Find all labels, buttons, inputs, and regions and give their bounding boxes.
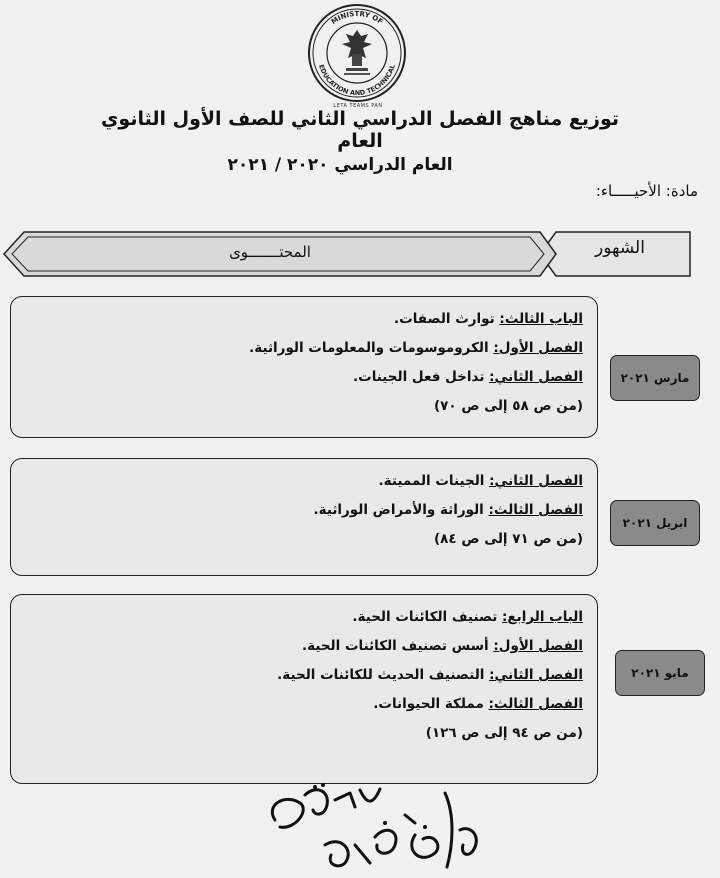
content-box-may xyxy=(10,594,598,784)
content-line: الفصل الثالث: الوراثة والأمراض الوراثية. xyxy=(313,502,583,518)
content-line: الفصل الثالث: مملكة الحيوانات. xyxy=(373,696,583,712)
content-line: الفصل الثاني: التصنيف الحديث للكائنات الحية. xyxy=(277,667,583,683)
content-line: الفصل الأول: الكروموسومات والمعلومات الوراثية. xyxy=(249,340,583,356)
page-range: (من ص ٥٨ إلى ص ٧٠) xyxy=(433,398,583,414)
content-line: الفصل الثاني: الجينات المميتة. xyxy=(378,473,583,489)
academic-year: العام الدراسي ٢٠٢٠ / ٢٠٢١ xyxy=(227,155,453,175)
seal-caption: LETA TEAMS PAN xyxy=(333,103,383,109)
content-box-march xyxy=(10,296,598,438)
document-title: توزيع مناهج الفصل الدراسي الثاني للصف الأول الثانوي العام xyxy=(101,108,619,152)
ministry-seal-logo xyxy=(306,2,408,104)
handwritten-signature xyxy=(255,775,505,875)
page-range: (من ص ٧١ إلى ص ٨٤) xyxy=(433,531,583,547)
content-line: الفصل الثاني: تداخل فعل الجينات. xyxy=(353,369,583,385)
subject-label: مادة: الأحيـــــاء: xyxy=(595,182,698,200)
content-line: الباب الثالث: توارث الصفات. xyxy=(394,311,583,327)
svg-text:MINISTRY OF: MINISTRY OF xyxy=(329,9,385,27)
svg-text:EDUCATION AND TECHNICAL: EDUCATION AND TECHNICAL xyxy=(317,63,397,98)
content-box-april xyxy=(10,458,598,576)
month-badge-march: مارس ٢٠٢١ xyxy=(610,355,700,401)
month-badge-may: مايو ٢٠٢١ xyxy=(615,650,705,696)
content-line: الباب الرابع: تصنيف الكائنات الحية. xyxy=(352,609,583,625)
month-badge-april: ابريل ٢٠٢١ xyxy=(610,500,700,546)
months-header: الشهور xyxy=(595,238,645,258)
page-range: (من ص ٩٤ إلى ص ١٢٦) xyxy=(425,725,583,741)
content-line: الفصل الأول: أسس تصنيف الكائنات الحية. xyxy=(302,638,583,654)
content-header: المحتـــــــوى xyxy=(229,243,311,261)
